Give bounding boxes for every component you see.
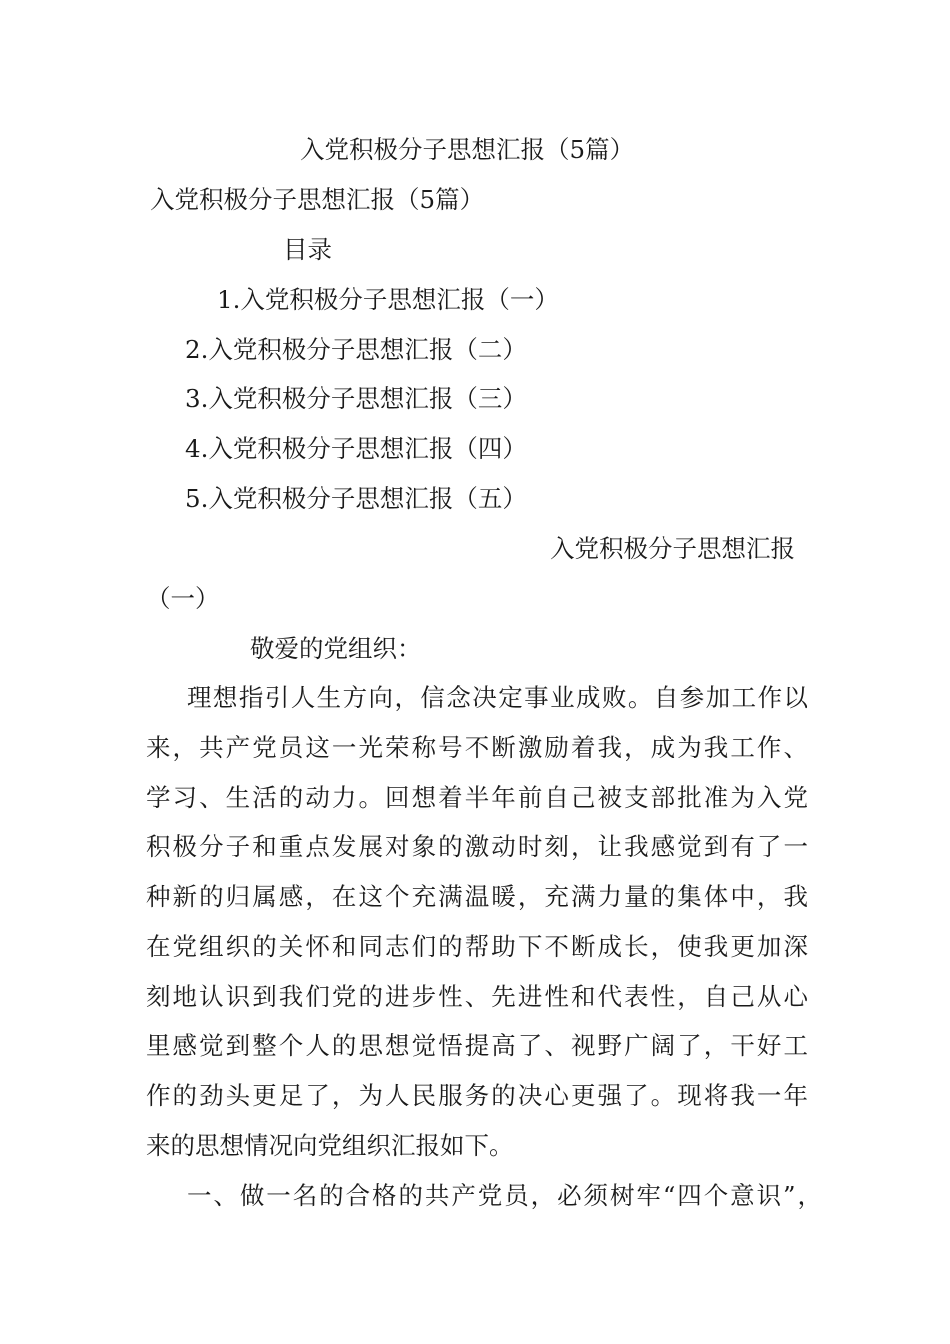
- paragraph-line: 里感觉到整个人的思想觉悟提高了、视野广阔了，干好工: [146, 1031, 808, 1060]
- toc-item: 2.入党积极分子思想汇报（二）: [185, 335, 527, 364]
- paragraph-line: 刻地认识到我们党的进步性、先进性和代表性，自己从心: [146, 982, 808, 1011]
- toc-item: 3.入党积极分子思想汇报（三）: [185, 384, 527, 413]
- paragraph-line: 种新的归属感，在这个充满温暖，充满力量的集体中，我: [146, 882, 808, 911]
- paragraph-line: 理想指引人生方向，信念决定事业成败。自参加工作以: [187, 683, 808, 712]
- section-heading: 入党积极分子思想汇报: [550, 534, 795, 563]
- paragraph-line: 来的思想情况向党组织汇报如下。: [146, 1131, 514, 1160]
- document-title: 入党积极分子思想汇报（5篇）: [300, 135, 635, 164]
- paragraph-line: 作的劲头更足了，为人民服务的决心更强了。现将我一年: [146, 1081, 808, 1110]
- paragraph-line: 来，共产党员这一光荣称号不断激励着我，成为我工作、: [146, 733, 808, 762]
- section-heading-number: （一）: [146, 584, 220, 613]
- paragraph-line: 在党组织的关怀和同志们的帮助下不断成长，使我更加深: [146, 932, 808, 961]
- toc-item: 4.入党积极分子思想汇报（四）: [185, 434, 527, 463]
- document-subtitle: 入党积极分子思想汇报（5篇）: [150, 185, 485, 214]
- paragraph-line: 积极分子和重点发展对象的激动时刻，让我感觉到有了一: [146, 832, 808, 861]
- salutation: 敬爱的党组织：: [250, 634, 422, 663]
- toc-heading: 目录: [283, 235, 332, 264]
- paragraph-line: 学习、生活的动力。回想着半年前自己被支部批准为入党: [146, 783, 808, 812]
- paragraph-line: 一、做一名的合格的共产党员，必须树牢“四个意识”，: [187, 1181, 822, 1210]
- toc-item: 1.入党积极分子思想汇报（一）: [217, 285, 559, 314]
- toc-item: 5.入党积极分子思想汇报（五）: [185, 484, 527, 513]
